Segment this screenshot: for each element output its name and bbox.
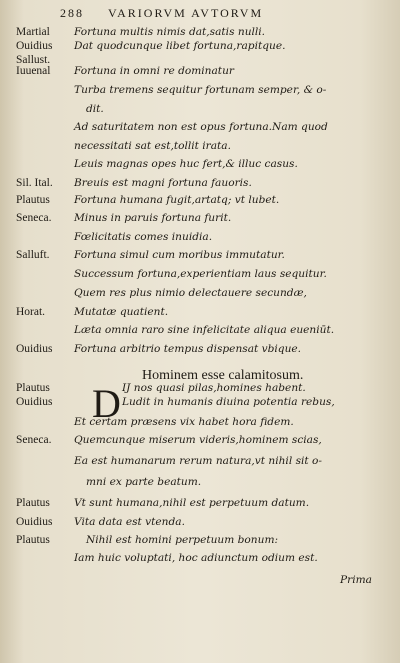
author-name: Plautus bbox=[16, 382, 50, 394]
catchword-line bbox=[0, 574, 400, 592]
section-heading: Hominem esse calamitosum. bbox=[142, 368, 304, 383]
text-line bbox=[0, 140, 400, 158]
text-line bbox=[0, 552, 400, 570]
quotation-text: Fortuna multis nimis dat,satis nulli. bbox=[74, 26, 266, 38]
author-name: Plautus bbox=[16, 497, 50, 509]
text-line bbox=[0, 121, 400, 139]
author-name: Seneca. bbox=[16, 434, 52, 446]
catchword: Prima bbox=[340, 574, 372, 586]
quotation-text: Mutatæ quatient. bbox=[74, 306, 169, 318]
text-line bbox=[0, 231, 400, 249]
text-line bbox=[0, 84, 400, 102]
author-name: Horat. bbox=[16, 306, 46, 318]
text-line bbox=[0, 416, 400, 434]
quotation-text: Minus in paruis fortuna furit. bbox=[74, 212, 232, 224]
quotation-text: Leuis magnas opes huc fert,& illuc casus. bbox=[74, 158, 298, 170]
text-line bbox=[0, 343, 400, 361]
author-name: Salluft. bbox=[16, 249, 50, 261]
page-number: 288 bbox=[60, 6, 84, 20]
quotation-text: Turba tremens sequitur fortunam semper, & o- bbox=[74, 84, 327, 96]
text-line bbox=[0, 212, 400, 230]
text-line bbox=[0, 249, 400, 267]
author-name: Iuuenal bbox=[16, 65, 51, 77]
running-title: VARIORVM AVTORVM bbox=[108, 6, 264, 20]
quotation-text: Nihil est homini perpetuum bonum: bbox=[86, 534, 279, 546]
quotation-text: dit. bbox=[86, 103, 104, 115]
text-line bbox=[0, 476, 400, 494]
text-line bbox=[0, 324, 400, 342]
quotation-text: Fortuna humana fugit,artatq; vt lubet. bbox=[74, 194, 280, 206]
author-name: Sallust. bbox=[16, 54, 51, 66]
text-line bbox=[0, 194, 400, 212]
text-line bbox=[0, 103, 400, 121]
author-name: Ouidius bbox=[16, 343, 53, 355]
quotation-text: IJ nos quasi pilas,homines habent. bbox=[122, 382, 306, 394]
quotation-text: Vt sunt humana,nihil est perpetuum datum. bbox=[74, 497, 310, 509]
quotation-text: Quem res plus nimio delectauere secundæ, bbox=[74, 287, 307, 299]
quotation-text: Fortuna simul cum moribus immutatur. bbox=[74, 249, 285, 261]
quotation-text: Iam huic voluptati, hoc adiunctum odium est. bbox=[74, 552, 318, 564]
quotation-text: Læta omnia raro sine infelicitate aliqua eueniūt. bbox=[74, 324, 335, 336]
quotation-text: Dat quodcunque libet fortuna,rapitque. bbox=[74, 40, 286, 52]
text-line bbox=[0, 158, 400, 176]
quotation-text: Ea est humanarum rerum natura,vt nihil sit o- bbox=[74, 455, 322, 467]
quotation-text: Ludit in humanis diuina potentia rebus, bbox=[122, 396, 335, 408]
author-name: Ouidius bbox=[16, 516, 53, 528]
author-name: Ouidius bbox=[16, 40, 53, 52]
quotation-text: mni ex parte beatum. bbox=[86, 476, 202, 488]
author-name: Sil. Ital. bbox=[16, 177, 53, 189]
text-line bbox=[0, 534, 400, 552]
author-name: Martial bbox=[16, 26, 50, 38]
page-header bbox=[60, 6, 370, 22]
text-line bbox=[0, 516, 400, 534]
author-name: Seneca. bbox=[16, 212, 52, 224]
author-name: Plautus bbox=[16, 194, 50, 206]
quotation-text: Fœlicitatis comes inuidia. bbox=[74, 231, 213, 243]
author-name: Ouidius bbox=[16, 396, 53, 408]
quotation-text: Fortuna in omni re dominatur bbox=[74, 65, 234, 77]
text-line bbox=[0, 268, 400, 286]
quotation-text: Successum fortuna,experientiam laus sequitur. bbox=[74, 268, 327, 280]
text-line bbox=[0, 306, 400, 324]
quotation-text: necessitati sat est,tollit irata. bbox=[74, 140, 231, 152]
quotation-text: Ad saturitatem non est opus fortuna.Nam quod bbox=[74, 121, 328, 133]
text-line bbox=[0, 287, 400, 305]
text-line bbox=[0, 497, 400, 515]
quotation-text: Et certam præsens vix habet hora fidem. bbox=[74, 416, 294, 428]
drop-capital: D bbox=[92, 381, 121, 426]
quotation-text: Quemcunque miserum videris,hominem scias, bbox=[74, 434, 322, 446]
text-line bbox=[0, 455, 400, 473]
author-name: Plautus bbox=[16, 534, 50, 546]
text-line bbox=[0, 434, 400, 452]
quotation-text: Fortuna arbitrio tempus dispensat vbique. bbox=[74, 343, 302, 355]
quotation-text: Breuis est magni fortuna fauoris. bbox=[74, 177, 252, 189]
text-line bbox=[0, 65, 400, 83]
text-line bbox=[0, 177, 400, 195]
quotation-text: Vita data est vtenda. bbox=[74, 516, 185, 528]
text-line bbox=[0, 396, 400, 414]
